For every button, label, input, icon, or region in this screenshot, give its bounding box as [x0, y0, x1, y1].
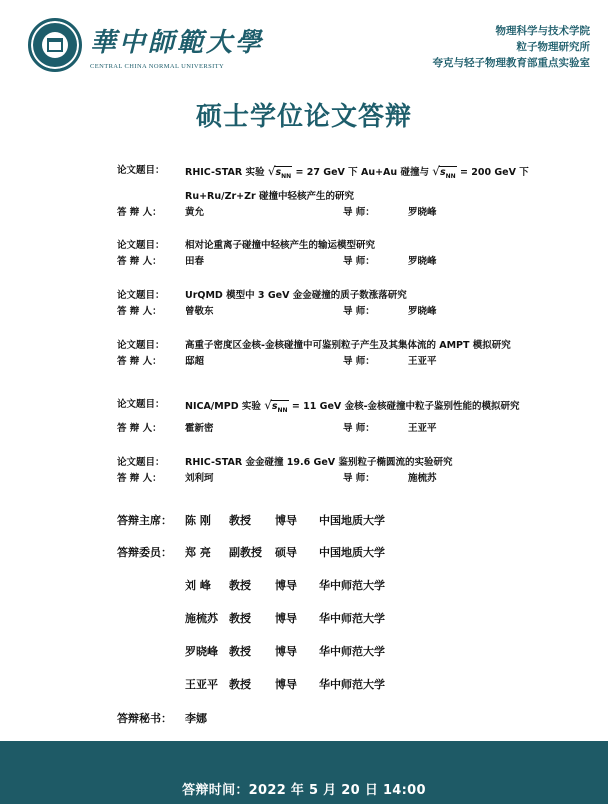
advisor-label: 导 师：	[343, 256, 375, 267]
speaker-row	[117, 205, 542, 221]
page-title: 硕士学位论文答辩	[195, 102, 412, 132]
speaker-label: 答 辩 人：	[117, 473, 162, 484]
committee-name: 陈 刚	[185, 514, 211, 527]
speaker-name: 田春	[185, 256, 205, 267]
topic-label: 论文题目：	[117, 165, 165, 176]
committee-name: 郑 亮	[185, 546, 211, 559]
topic-label: 论文题目：	[117, 240, 165, 251]
advisor-label: 导 师：	[343, 306, 375, 317]
speaker-name: 邸超	[185, 356, 205, 367]
talk-title-row	[117, 288, 542, 304]
university-wordmark	[90, 22, 264, 70]
committee-name: 刘 峰	[185, 579, 211, 592]
advisor-name: 施梳苏	[408, 473, 437, 484]
committee-name: 施梳苏	[185, 612, 218, 625]
speaker-row	[117, 421, 542, 437]
talk-title: NICA/MPD 实验 $√s_{NN} = 11$ GeV 金核-金核碰撞中粒子鉴别性能的模拟研究	[185, 397, 542, 417]
committee-degree: 博导	[275, 612, 297, 625]
speaker-label: 答 辩 人：	[117, 256, 162, 267]
seal-emblem-icon	[42, 32, 68, 58]
talk-title: UrQMD 模型中 3 GeV 金金碰撞的质子数涨落研究	[185, 290, 407, 301]
committee-affiliation: 华中师范大学	[319, 612, 385, 625]
sqrt-snn: $s_{NN}$	[271, 400, 289, 417]
committee-name: 罗晓峰	[185, 645, 218, 658]
secretary-name: 李娜	[185, 712, 207, 725]
advisor-name: 罗晓峰	[408, 207, 437, 218]
talk-title: 高重子密度区金核-金核碰撞中可鉴别粒子产生及其集体流的 AMPT 模拟研究	[185, 340, 511, 351]
talk-title: 相对论重离子碰撞中轻核产生的输运模型研究	[185, 240, 376, 251]
university-seal-logo	[28, 18, 82, 72]
speaker-name: 刘利珂	[185, 473, 214, 484]
talk-title-row	[117, 238, 542, 254]
committee-degree: 硕导	[275, 546, 297, 559]
advisor-name: 罗晓峰	[408, 306, 437, 317]
committee-affiliation: 华中师范大学	[319, 678, 385, 691]
committee-degree: 博导	[275, 579, 297, 592]
committee-affiliation: 华中师范大学	[319, 645, 385, 658]
talk-title-row	[117, 338, 542, 354]
talk-entry	[117, 455, 542, 487]
institution-line: 粒子物理研究所	[516, 41, 590, 53]
talk-title-line2: Ru+Ru/Zr+Zr 碰撞中轻核产生的研究	[185, 191, 355, 202]
committee-title: 教授	[229, 579, 251, 592]
sqrt-icon: √	[432, 164, 440, 178]
advisor-name: 王亚平	[408, 356, 437, 367]
advisor-name: 罗晓峰	[408, 256, 437, 267]
talk-title-row	[117, 397, 542, 413]
chair-label: 答辩主席：	[117, 514, 172, 527]
sqrt-icon: √	[264, 398, 272, 412]
committee-degree: 博导	[275, 678, 297, 691]
talk-entry	[117, 238, 542, 270]
topic-label: 论文题目：	[117, 340, 165, 351]
advisor-label: 导 师：	[343, 356, 375, 367]
talk-entry	[117, 397, 542, 437]
talk-title-row	[117, 455, 542, 471]
committee-title: 教授	[229, 514, 251, 527]
committee-degree: 博导	[275, 514, 297, 527]
advisor-name: 王亚平	[408, 423, 437, 434]
speaker-row	[117, 304, 542, 320]
advisor-label: 导 师：	[343, 207, 375, 218]
university-name-cn: 華中師範大學	[90, 28, 265, 58]
topic-label: 论文题目：	[117, 457, 165, 468]
speaker-row	[117, 254, 542, 270]
speaker-name: 霍新密	[185, 423, 214, 434]
committee-degree: 博导	[275, 645, 297, 658]
committee-title: 教授	[229, 612, 251, 625]
speaker-row	[117, 471, 542, 487]
speaker-label: 答 辩 人：	[117, 306, 162, 317]
topic-label: 论文题目：	[117, 290, 165, 301]
defense-time: 答辩时间：2022 年 5 月 20 日 14:00	[182, 783, 426, 798]
speaker-label: 答 辩 人：	[117, 207, 162, 218]
committee-title: 教授	[229, 645, 251, 658]
speaker-row	[117, 354, 542, 370]
talk-title: RHIC-STAR 实验 $√s_{NN} = 27$ GeV 下 Au+Au 碰撞与 $√s_{NN} = 200$ GeV 下	[185, 163, 542, 183]
speaker-label: 答 辩 人：	[117, 423, 162, 434]
sqrt-snn: $s_{NN}$	[274, 166, 292, 183]
secretary-label: 答辩秘书：	[117, 712, 172, 725]
advisor-label: 导 师：	[343, 423, 375, 434]
institution-list	[433, 23, 591, 71]
talk-title-row-2	[117, 189, 542, 205]
committee-title: 教授	[229, 678, 251, 691]
talk-entry	[117, 163, 542, 221]
speaker-name: 曾敬东	[185, 306, 214, 317]
committee-title: 副教授	[229, 546, 262, 559]
sqrt-icon: √	[267, 164, 276, 178]
committee-affiliation: 中国地质大学	[319, 546, 385, 559]
institution-line: 物理科学与技术学院	[495, 25, 590, 37]
talk-entry	[117, 288, 542, 320]
talk-title-row	[117, 163, 542, 179]
speaker-name: 黄允	[185, 207, 205, 218]
university-name-en: CENTRAL CHINA NORMAL UNIVERSITY	[90, 63, 225, 70]
advisor-label: 导 师：	[343, 473, 375, 484]
topic-label: 论文题目：	[117, 399, 165, 410]
committee-affiliation: 华中师范大学	[319, 579, 385, 592]
footer-banner	[0, 741, 608, 804]
institution-line: 夸克与轻子物理教育部重点实验室	[432, 57, 590, 69]
talk-title: RHIC-STAR 金金碰撞 19.6 GeV 鉴别粒子椭圆流的实验研究	[185, 457, 453, 468]
speaker-label: 答 辩 人：	[117, 356, 162, 367]
committee-affiliation: 中国地质大学	[319, 514, 385, 527]
talk-entry	[117, 338, 542, 370]
sqrt-snn: $s_{NN}$	[439, 166, 457, 183]
committee-name: 王亚平	[185, 678, 218, 691]
members-label: 答辩委员：	[117, 546, 172, 559]
